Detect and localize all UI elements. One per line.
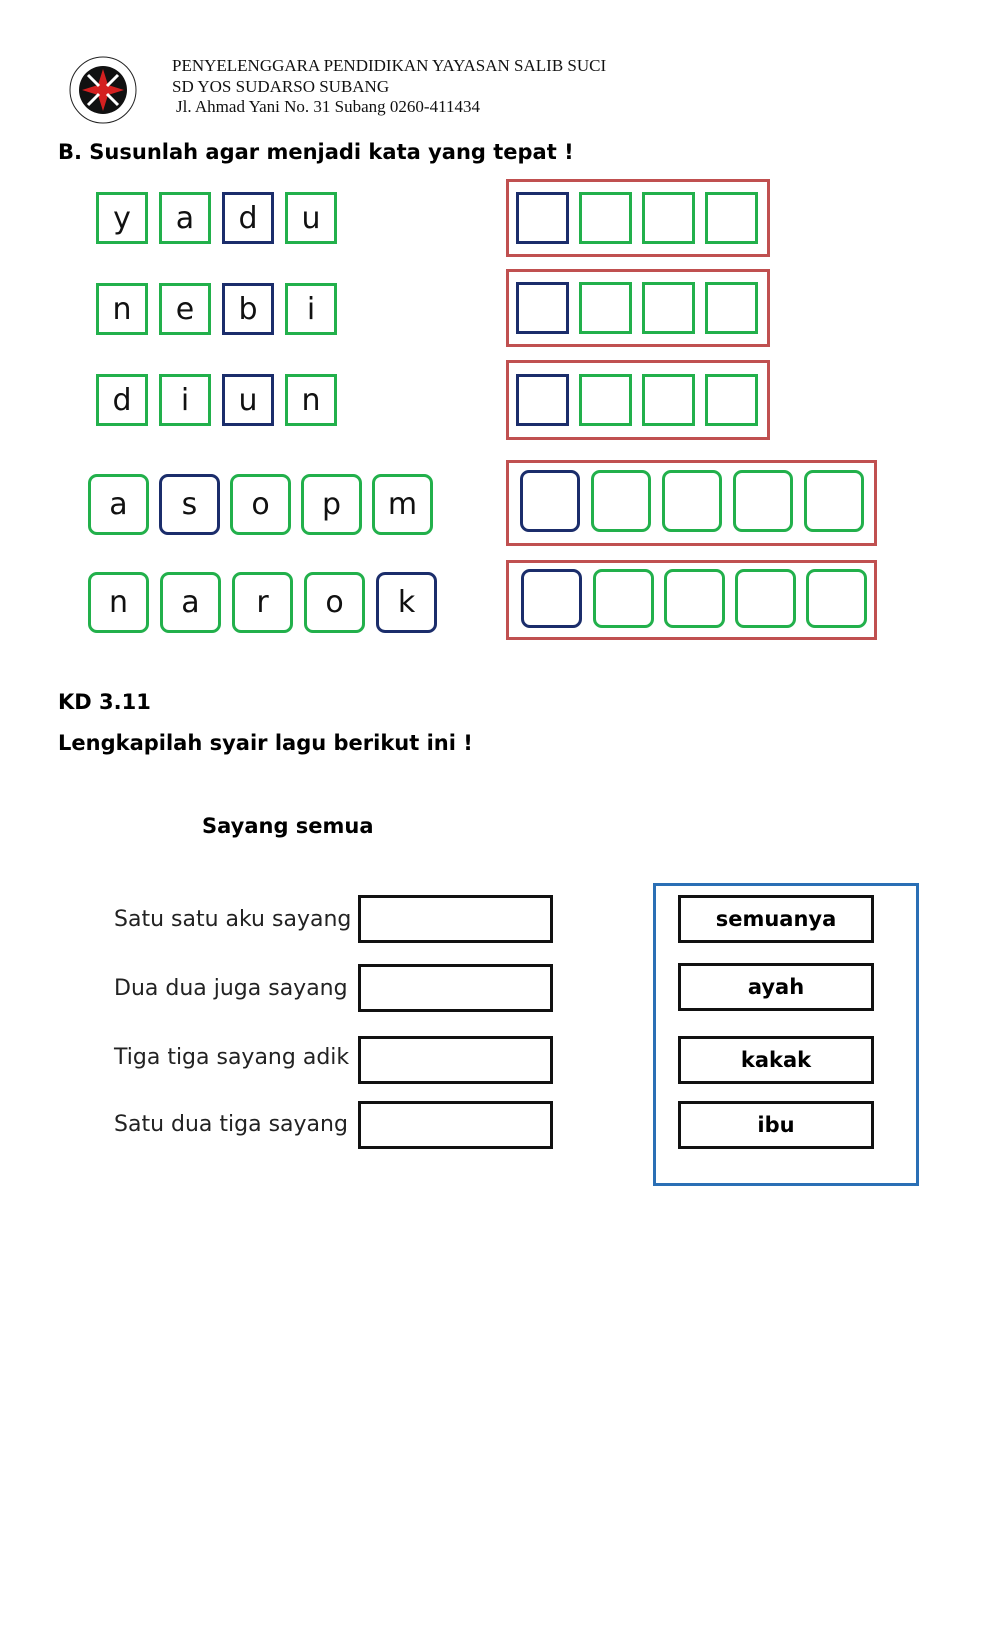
- song-line-1: Satu satu aku sayang: [114, 907, 352, 932]
- answer-slot[interactable]: [642, 282, 695, 334]
- answer-slot[interactable]: [520, 470, 580, 532]
- answer-blank-4[interactable]: [358, 1101, 553, 1149]
- letter-tile[interactable]: r: [232, 572, 293, 633]
- answer-slot[interactable]: [804, 470, 864, 532]
- answer-slot[interactable]: [662, 470, 722, 532]
- answer-slot[interactable]: [642, 374, 695, 426]
- answer-slot[interactable]: [521, 569, 582, 628]
- letter-tile[interactable]: i: [159, 374, 211, 426]
- letter-tile[interactable]: n: [96, 283, 148, 335]
- letter-tile[interactable]: n: [285, 374, 337, 426]
- answer-slot[interactable]: [806, 569, 867, 628]
- letter-tile[interactable]: d: [96, 374, 148, 426]
- answer-slot[interactable]: [735, 569, 796, 628]
- answer-slot[interactable]: [642, 192, 695, 244]
- answer-slot[interactable]: [591, 470, 651, 532]
- letter-tile[interactable]: m: [372, 474, 433, 535]
- section-b-title: B. Susunlah agar menjadi kata yang tepat !: [58, 140, 574, 164]
- word-option[interactable]: ibu: [678, 1101, 874, 1149]
- answer-slot[interactable]: [516, 192, 569, 244]
- header-address: Jl. Ahmad Yani No. 31 Subang 0260-411434: [176, 97, 480, 116]
- letter-tile[interactable]: o: [230, 474, 291, 535]
- answer-slot[interactable]: [733, 470, 793, 532]
- song-line-2: Dua dua juga sayang: [114, 976, 348, 1001]
- answer-slot[interactable]: [516, 374, 569, 426]
- answer-blank-1[interactable]: [358, 895, 553, 943]
- answer-slot[interactable]: [579, 374, 632, 426]
- word-option[interactable]: kakak: [678, 1036, 874, 1084]
- answer-slot[interactable]: [705, 374, 758, 426]
- letter-tile[interactable]: a: [160, 572, 221, 633]
- song-title: Sayang semua: [202, 814, 374, 838]
- answer-slot[interactable]: [593, 569, 654, 628]
- answer-slot[interactable]: [579, 192, 632, 244]
- letter-tile[interactable]: p: [301, 474, 362, 535]
- answer-blank-2[interactable]: [358, 964, 553, 1012]
- answer-slot[interactable]: [664, 569, 725, 628]
- song-line-4: Satu dua tiga sayang: [114, 1112, 348, 1137]
- answer-slot[interactable]: [705, 282, 758, 334]
- word-option[interactable]: semuanya: [678, 895, 874, 943]
- answer-slot[interactable]: [579, 282, 632, 334]
- letter-tile[interactable]: e: [159, 283, 211, 335]
- letter-tile[interactable]: u: [285, 192, 337, 244]
- answer-blank-3[interactable]: [358, 1036, 553, 1084]
- letter-tile[interactable]: k: [376, 572, 437, 633]
- song-line-3: Tiga tiga sayang adik: [114, 1045, 350, 1070]
- letter-tile[interactable]: u: [222, 374, 274, 426]
- answer-slot[interactable]: [705, 192, 758, 244]
- letter-tile[interactable]: a: [159, 192, 211, 244]
- letter-tile[interactable]: d: [222, 192, 274, 244]
- answer-slot[interactable]: [516, 282, 569, 334]
- letter-tile[interactable]: b: [222, 283, 274, 335]
- school-logo: [68, 55, 138, 125]
- letter-tile[interactable]: o: [304, 572, 365, 633]
- word-option[interactable]: ayah: [678, 963, 874, 1011]
- letter-tile[interactable]: s: [159, 474, 220, 535]
- letter-tile[interactable]: i: [285, 283, 337, 335]
- letter-tile[interactable]: a: [88, 474, 149, 535]
- kd-code: KD 3.11: [58, 690, 151, 714]
- header-school-name: SD YOS SUDARSO SUBANG: [172, 77, 390, 96]
- kd-instruction: Lengkapilah syair lagu berikut ini !: [58, 731, 473, 755]
- letter-tile[interactable]: n: [88, 572, 149, 633]
- header-foundation: PENYELENGGARA PENDIDIKAN YAYASAN SALIB SUCI: [172, 56, 607, 75]
- letter-tile[interactable]: y: [96, 192, 148, 244]
